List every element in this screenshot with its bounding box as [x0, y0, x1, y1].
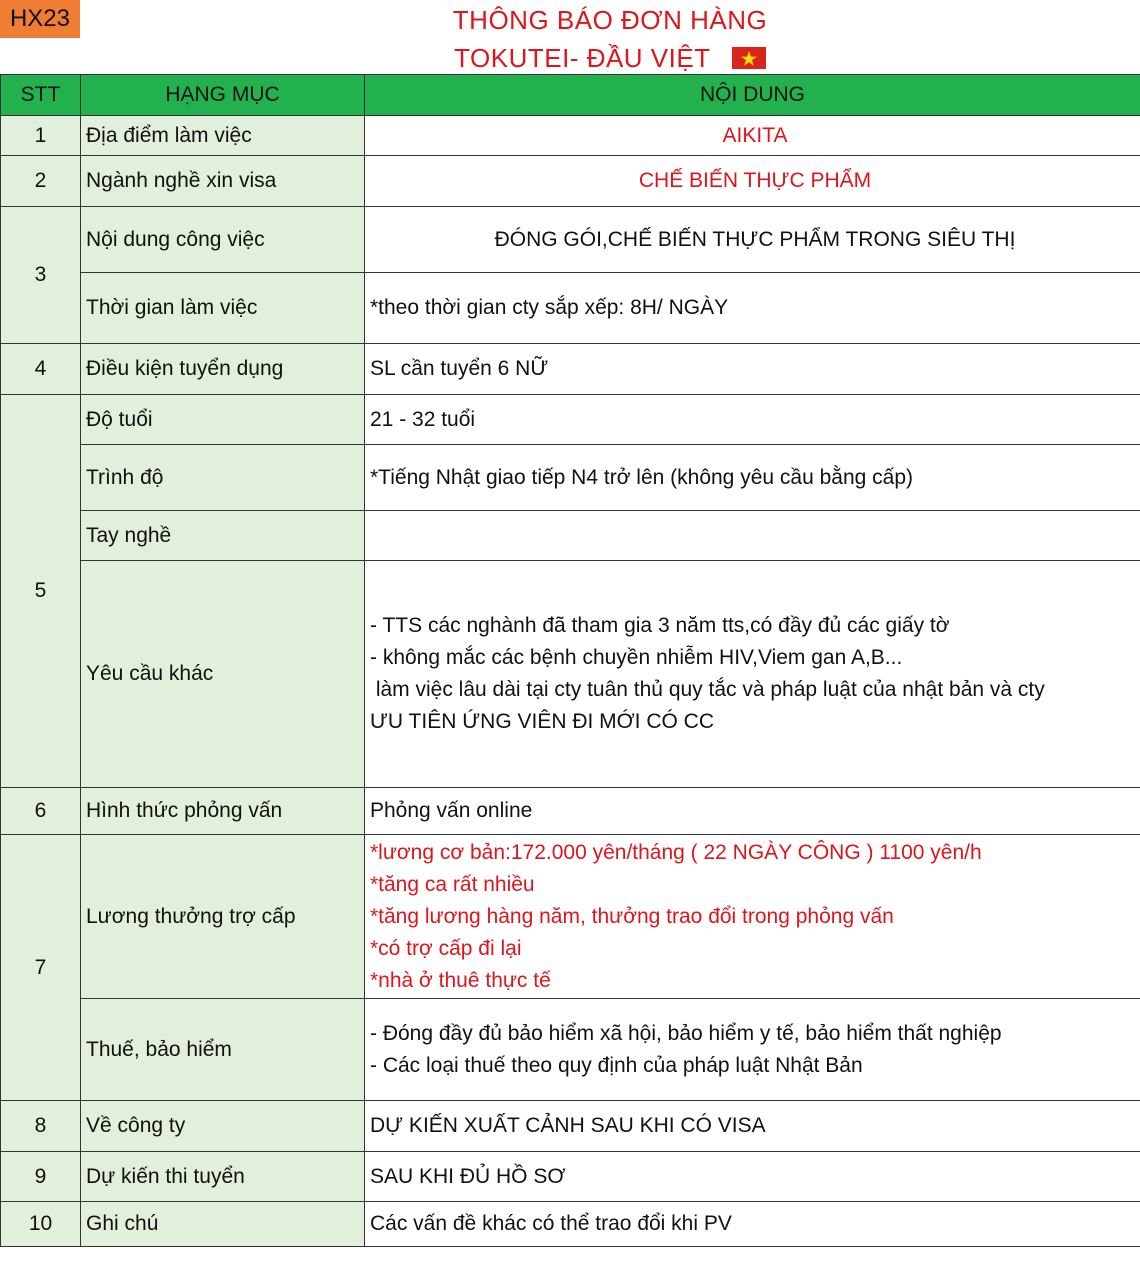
column-header-content: NỘI DUNG [365, 75, 1140, 116]
row-category: Về công ty [81, 1101, 365, 1152]
table-header-row [1, 75, 1140, 116]
table-row [1, 344, 1140, 395]
table-row [1, 445, 1140, 511]
table-row [1, 273, 1140, 344]
document-title: THÔNG BÁO ĐƠN HÀNG [452, 5, 768, 35]
row-category: Trình độ [81, 445, 365, 511]
row-number: 1 [1, 116, 81, 156]
row-number: 4 [1, 344, 81, 395]
row-value [365, 835, 1140, 999]
row-number: 8 [1, 1101, 81, 1152]
benefit-line: *tăng lương hàng năm, thưởng trao đổi trong phỏng vấn [370, 904, 894, 928]
order-table [0, 74, 1140, 1247]
benefit-line: *lương cơ bản:172.000 yên/tháng ( 22 NGÀY CÔNG ) 1100 yên/h [370, 840, 982, 864]
benefit-line: *nhà ở thuê thực tế [370, 968, 551, 992]
benefit-line: *tăng ca rất nhiều [370, 872, 535, 896]
row-value: ĐÓNG GÓI,CHẾ BIẾN THỰC PHẨM TRONG SIÊU THỊ [365, 207, 1140, 273]
table-row [1, 1152, 1140, 1202]
row-value: 21 - 32 tuổi [365, 395, 1140, 445]
row-value [365, 511, 1140, 561]
requirement-line: - TTS các nghành đã tham gia 3 năm tts,có đầy đủ các giấy tờ [370, 614, 950, 637]
row-value: CHẾ BIẾN THỰC PHẨM [365, 156, 1140, 207]
table-row [1, 156, 1140, 207]
row-value: DỰ KIẾN XUẤT CẢNH SAU KHI CÓ VISA [365, 1101, 1140, 1152]
benefit-line: *có trợ cấp đi lại [370, 936, 522, 960]
column-header-category: HẠNG MỤC [81, 75, 365, 116]
row-category: Thuế, bảo hiểm [81, 999, 365, 1101]
row-number: 5 [1, 395, 81, 788]
row-category: Ngành nghề xin visa [81, 156, 365, 207]
row-category: Hình thức phỏng vấn [81, 788, 365, 835]
table-row [1, 1101, 1140, 1152]
table-row [1, 835, 1140, 999]
row-category: Tay nghề [81, 511, 365, 561]
row-number: 2 [1, 156, 81, 207]
row-value: SL cần tuyển 6 NỮ [365, 344, 1140, 395]
row-value: Các vấn đề khác có thể trao đổi khi PV [365, 1202, 1140, 1247]
row-value [365, 999, 1140, 1101]
row-number: 3 [1, 207, 81, 344]
requirement-line: làm việc lâu dài tại cty tuân thủ quy tắc và pháp luật của nhật bản và cty [370, 678, 1045, 701]
document-header [0, 0, 1140, 74]
row-number: 7 [1, 835, 81, 1101]
row-category: Thời gian làm việc [81, 273, 365, 344]
row-category: Địa điểm làm việc [81, 116, 365, 156]
document-subtitle: TOKUTEI- ĐẦU VIỆT [454, 43, 711, 73]
row-category: Yêu cầu khác [81, 561, 365, 788]
row-value: *Tiếng Nhật giao tiếp N4 trở lên (không yêu cầu bằng cấp) [365, 445, 1140, 511]
table-row [1, 999, 1140, 1101]
row-category: Nội dung công việc [81, 207, 365, 273]
row-value [365, 561, 1140, 788]
table-row [1, 788, 1140, 835]
row-number: 10 [1, 1202, 81, 1247]
row-number: 9 [1, 1152, 81, 1202]
row-value: AIKITA [365, 116, 1140, 156]
requirement-line: - không mắc các bệnh chuyền nhiễm HIV,Viem gan A,B... [370, 646, 903, 669]
table-row [1, 395, 1140, 445]
row-category: Độ tuổi [81, 395, 365, 445]
row-category: Lương thưởng trợ cấp [81, 835, 365, 999]
table-row [1, 511, 1140, 561]
row-value: Phỏng vấn online [365, 788, 1140, 835]
vietnam-flag-icon [732, 47, 766, 69]
document-subtitle-row [80, 41, 1140, 75]
row-category: Ghi chú [81, 1202, 365, 1247]
row-value: *theo thời gian cty sắp xếp: 8H/ NGÀY [365, 273, 1140, 344]
row-number: 6 [1, 788, 81, 835]
row-value: SAU KHI ĐỦ HỒ SƠ [365, 1152, 1140, 1202]
table-row [1, 207, 1140, 273]
insurance-line: - Các loại thuế theo quy định của pháp luật Nhật Bản [370, 1053, 863, 1077]
insurance-line: - Đóng đầy đủ bảo hiểm xã hội, bảo hiểm y tế, bảo hiểm thất nghiệp [370, 1021, 1002, 1045]
column-header-stt: STT [1, 75, 81, 116]
order-code-badge: HX23 [0, 0, 80, 38]
requirement-line: ƯU TIÊN ỨNG VIÊN ĐI MỚI CÓ CC [370, 710, 715, 733]
row-category: Dự kiến thi tuyển [81, 1152, 365, 1202]
table-row [1, 561, 1140, 788]
table-row [1, 1202, 1140, 1247]
row-category: Điều kiện tuyển dụng [81, 344, 365, 395]
table-row [1, 116, 1140, 156]
